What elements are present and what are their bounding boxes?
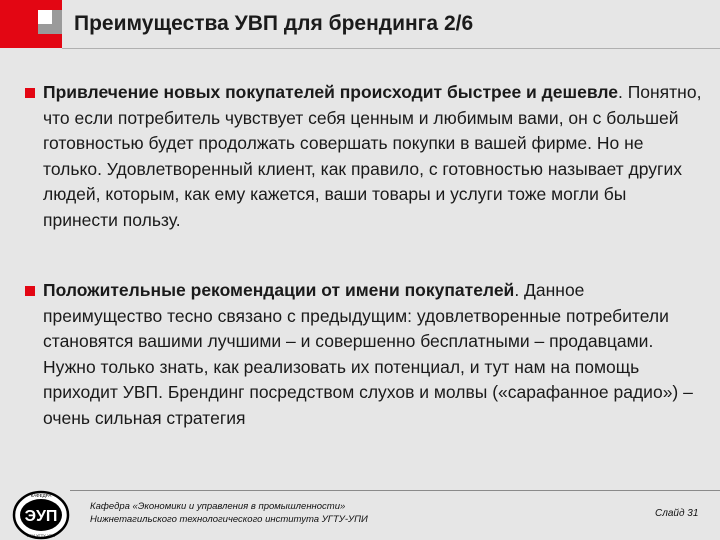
- list-item-text: [43, 278, 703, 431]
- list-item-lead: Привлечение новых покупателей происходит быстрее и дешевле: [43, 82, 618, 102]
- department-logo: [10, 488, 72, 540]
- title-divider: [62, 48, 720, 49]
- list-item-body: . Данное преимущество тесно связано с предыдущим: удовлетворенные потребители становятся вашими лучшими – и совершенно бесплатными – продавцами. Нужно только знать, как реализовать их потенциал, и тут нам на помощь приходит УВП. Брендинг посредством слухов и молвы («сарафанное радио») – очень сильная стратегия: [43, 280, 693, 428]
- logo-ring-top-text: КАФЕДРА: [30, 493, 52, 498]
- slide-number: Слайд 31: [655, 508, 699, 519]
- list-item-body: . Понятно, что если потребитель чувствует себя ценным и любимым вами, он с большей готовностью будет продолжать совершать покупки в вашей фирме. Но не только. Удовлетворенный клиент, как правило, с готовностью называет других людей, которым, как ему кажется, ваши товары и услуги тоже могли бы принести пользу.: [43, 82, 702, 230]
- logo-white-square: [38, 10, 52, 24]
- slide-header: [0, 0, 720, 62]
- list-item-lead: Положительные рекомендации от имени покупателей: [43, 280, 515, 300]
- footer-line-2: Нижнетагильского технологического института УГТУ-УПИ: [90, 514, 368, 525]
- footer-divider: [70, 490, 720, 491]
- logo-text: ЭУП: [24, 508, 58, 525]
- list-item-text: [43, 80, 703, 233]
- footer-department: [90, 500, 368, 526]
- page-title: Преимущества УВП для брендинга 2/6: [74, 12, 474, 35]
- corner-logo-mark: [0, 0, 62, 62]
- logo-ring-bottom-text: НТИ УГТУ-УПИ: [26, 533, 56, 538]
- footer-line-1: Кафедра «Экономики и управления в промышленности»: [90, 501, 346, 512]
- bullet-square-icon: [25, 88, 35, 98]
- bullet-square-icon: [25, 286, 35, 296]
